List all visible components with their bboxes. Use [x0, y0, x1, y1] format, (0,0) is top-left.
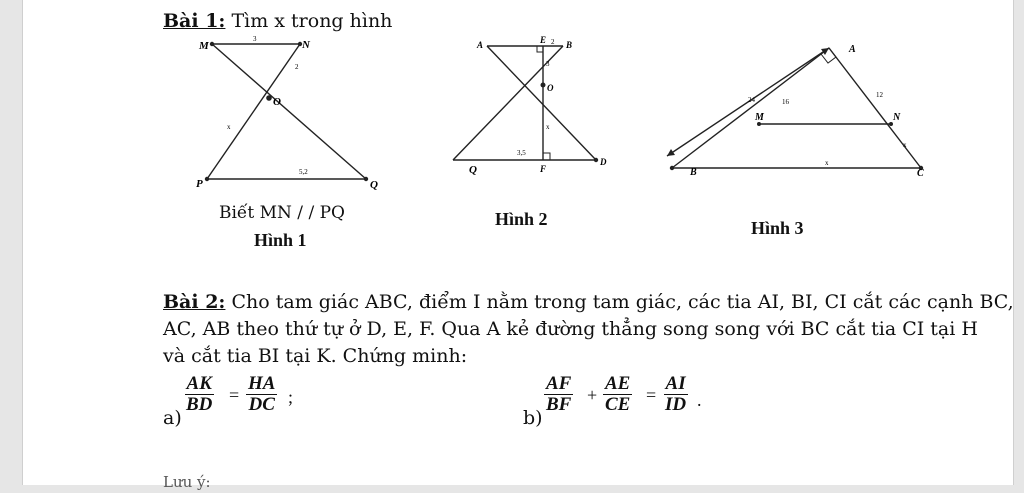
fig2-label-f: F	[540, 164, 547, 174]
part-b-plus: +	[587, 385, 598, 405]
part-a-label: a)	[163, 407, 182, 429]
part-b-fraction-3	[663, 374, 688, 415]
fig2-label-d: D	[600, 157, 607, 167]
fig1-caption: Hình 1	[254, 230, 307, 250]
fig1-label-q: Q	[370, 179, 378, 191]
part-a-fraction-2	[246, 374, 277, 415]
fig3-label-b: B	[690, 167, 697, 178]
exercise-2-line-3: và cắt tia BI tại K. Chứng minh:	[163, 345, 468, 367]
part-b-fraction-3-numerator: AI	[665, 373, 686, 394]
fig3-length-an: 12	[876, 91, 883, 99]
part-a-equals: =	[229, 385, 240, 405]
exercise-2-label: Bài 2:	[163, 291, 226, 313]
fig1-length-op: x	[227, 123, 231, 131]
fig2-label-q: Q	[469, 164, 477, 176]
part-b-fraction-1	[544, 374, 573, 415]
fig3-label-a: A	[849, 44, 856, 55]
exercise-2-line-2: AC, AB theo thứ tự ở D, E, F. Qua A kẻ đường thẳng song song với BC cắt tia CI tại H	[163, 318, 978, 340]
fig3-label-m: M	[755, 112, 764, 123]
exercise-1-heading	[163, 10, 392, 32]
fig2-label-o: O	[547, 83, 554, 93]
fig2-caption: Hình 2	[495, 209, 548, 229]
part-a-fraction-1-numerator: AK	[186, 373, 212, 394]
exercise-2-text-1: Cho tam giác ABC, điểm I nằm trong tam giác, các tia AI, BI, CI cắt các cạnh BC,	[225, 291, 1014, 313]
part-b-fraction-3-denominator: ID	[665, 394, 687, 415]
part-a-fraction-2-numerator: HA	[248, 373, 276, 394]
fig2-length-eb: 2	[551, 38, 555, 46]
part-a-fraction-1-denominator: BD	[186, 394, 213, 415]
figure-1	[183, 35, 383, 195]
fig3-length-nc: x	[903, 141, 907, 149]
fig2-label-a: A	[477, 40, 484, 50]
fig2-label-e: E	[540, 35, 547, 45]
fig3-length-am: 16	[782, 98, 789, 106]
part-b-fraction-2	[603, 374, 632, 415]
fig1-length-mn: 3	[253, 35, 257, 43]
figure-2	[443, 33, 613, 183]
exercise-2-line-1	[163, 291, 1014, 313]
fig3-label-c: C	[917, 168, 924, 179]
fig1-note: Biết MN / / PQ	[219, 203, 345, 223]
part-a-semicolon: ;	[288, 387, 294, 407]
part-b-fraction-1-denominator: BF	[546, 394, 572, 415]
fig3-caption: Hình 3	[751, 218, 804, 238]
part-b-period: .	[697, 390, 702, 410]
fig1-label-o: O	[273, 96, 281, 108]
part-a-fraction-2-denominator: DC	[248, 394, 275, 415]
part-b-label: b)	[523, 407, 543, 429]
exercise-1-text: Tìm x trong hình	[225, 10, 393, 32]
part-b-equals: =	[646, 385, 657, 405]
fig2-length-eo: 3	[546, 60, 550, 68]
fig1-label-n: N	[302, 39, 310, 51]
fig2-length-of: x	[546, 123, 550, 131]
fig2-label-b: B	[566, 40, 573, 50]
fig1-length-no: 2	[295, 63, 299, 71]
fig3-label-n: N	[893, 112, 901, 123]
fig1-label-m: M	[199, 40, 209, 52]
fig3-length-bc: x	[825, 159, 829, 167]
part-a-fraction-1	[184, 374, 214, 415]
part-b-fraction-2-denominator: CE	[605, 394, 631, 415]
fig3-length-ab: 24	[748, 96, 755, 104]
fig1-label-p: P	[196, 178, 203, 190]
fig2-length-qf: 3,5	[517, 149, 526, 157]
part-b-fraction-1-numerator: AF	[546, 373, 572, 394]
footer-note: Lưu ý:	[163, 473, 211, 491]
document-page	[22, 0, 1014, 491]
part-b-fraction-2-numerator: AE	[605, 373, 631, 394]
exercise-1-label: Bài 1:	[163, 10, 226, 32]
figure-3	[659, 36, 924, 186]
fig1-length-pq: 5,2	[299, 168, 308, 176]
